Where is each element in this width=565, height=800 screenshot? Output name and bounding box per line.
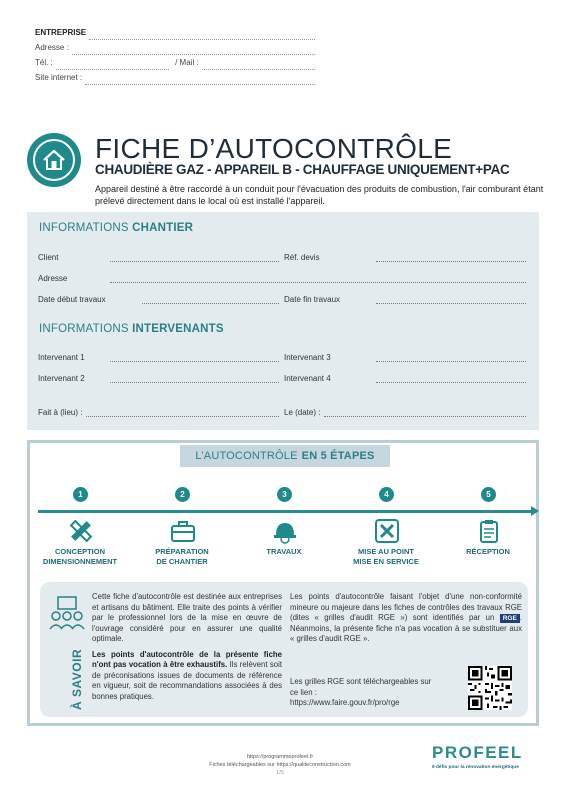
mail-field[interactable] [202,60,315,70]
step-1-label: CONCEPTION DIMENSIONNEMENT [42,547,118,566]
a-savoir-panel [40,582,528,717]
wrench-screwdriver-icon [373,517,401,545]
chantier-address-field[interactable]: Adresse [38,271,526,283]
date-fin-field[interactable]: Date fin travaux [284,292,526,304]
profeel-logo [432,743,542,770]
pencil-ruler-icon [67,517,95,545]
toolbox-icon [169,517,197,545]
website-field[interactable] [85,75,315,85]
page-subtitle: CHAUDIÈRE GAZ - APPAREIL B - CHAUFFAGE UNIQUEMENT+PAC [95,162,510,177]
page-description: Appareil destiné à être raccordé à un conduit pour l'évacuation des produits de combustion, l'air comburant étant prélevé directement dans le local où est installé l'appareil. [95,184,544,206]
intervenants-section-title: INFORMATIONS INTERVENANTS [39,323,224,335]
website-label: Site internet : [35,73,83,82]
savoir-paragraph-1: Cette fiche d'autocontrôle est destinée aux entreprises et artisans du bâtiment. Elle traite des points à vérifier par le professionnel lors de la mise en œuvre de l'ouvrage considéré pour en assurer une qualité optimale. [92,592,282,643]
clipboard-icon [475,517,503,545]
company-field[interactable] [89,30,315,40]
rge-badge: RGE [500,614,520,623]
steps-timeline-arrow [38,510,533,513]
date-debut-field[interactable]: Date début travaux [38,292,279,304]
footer-link-fiches[interactable]: Fiches téléchargeables sur https://qualiteconstruction.com [209,762,351,768]
step-3-number: 3 [277,487,292,502]
house-logo-icon [27,133,81,187]
hard-hat-icon [271,517,299,545]
phone-label: Tél. : [35,58,53,67]
qr-code[interactable] [468,666,512,710]
chantier-section-title: INFORMATIONS CHANTIER [39,222,194,234]
mail-label: / Mail : [175,58,199,67]
info-panel [27,212,539,430]
savoir-download-text: Les grilles RGE sont téléchargeables sur ce lien : https://www.faire.gouv.fr/pro/rge [290,677,440,709]
savoir-paragraph-2: Les points d'autocontrôle de la présente fiche n'ont pas vocation à être exhaustifs. Ils relèvent soit de préconisations issues de documents de référence en vigueur, soit de recommandations associées à des bonnes pratiques. [92,649,282,701]
page-footer [150,753,410,777]
company-block [35,25,315,85]
savoir-column-1 [92,592,282,702]
steps-panel [27,440,539,726]
brand-name: PROFEEL [432,743,523,762]
savoir-column-2: Les points d'autocontrôle faisant l'objet d'une non-conformité mineure ou majeure dans les fiches de contrôles des travaux RGE (dites « grilles d'audit RGE ») sont identifiés par un RGE . Néanmoins, la présente fiche n'a pas vocation à se substituer aux « grilles d'audit RGE ». [290,592,522,643]
address-label: Adresse : [35,43,69,52]
step-2-label: PRÉPARATION DE CHANTIER [155,547,209,566]
step-5-label: RÉCEPTION [466,547,510,556]
people-board-icon [48,596,86,630]
step-1-number: 1 [73,487,88,502]
step-2-number: 2 [175,487,190,502]
intervenant-3-field[interactable]: Intervenant 3 [284,350,526,362]
step-3-label: TRAVAUX [266,547,302,556]
step-5-number: 5 [481,487,496,502]
intervenant-4-field[interactable]: Intervenant 4 [284,371,526,383]
date-signature-field[interactable]: Le (date) : [284,405,526,417]
phone-field[interactable] [56,60,169,70]
brand-tagline: 9 défis pour la rénovation énergétique [432,765,519,770]
intervenant-2-field[interactable]: Intervenant 2 [38,371,279,383]
ref-devis-field[interactable]: Réf. devis [284,250,526,262]
client-field[interactable]: Client [38,250,279,262]
address-field[interactable] [72,45,315,55]
step-4-label: MISE AU POINT MISE EN SERVICE [353,547,419,566]
page-title: FICHE D’AUTOCONTRÔLE [95,133,453,164]
rge-link[interactable]: https://www.faire.gouv.fr/pro/rge [290,698,400,707]
footer-link-profeel[interactable]: https://programmeprofeel.fr [246,754,314,760]
company-label: ENTREPRISE [35,28,87,37]
page-number: 1/5 [276,770,284,776]
step-4-number: 4 [379,487,394,502]
steps-title: L’AUTOCONTRÔLE EN 5 ÉTAPES [180,445,390,467]
intervenant-1-field[interactable]: Intervenant 1 [38,350,279,362]
fait-a-field[interactable]: Fait à (lieu) : [38,405,279,417]
a-savoir-label: À SAVOIR [70,648,84,710]
